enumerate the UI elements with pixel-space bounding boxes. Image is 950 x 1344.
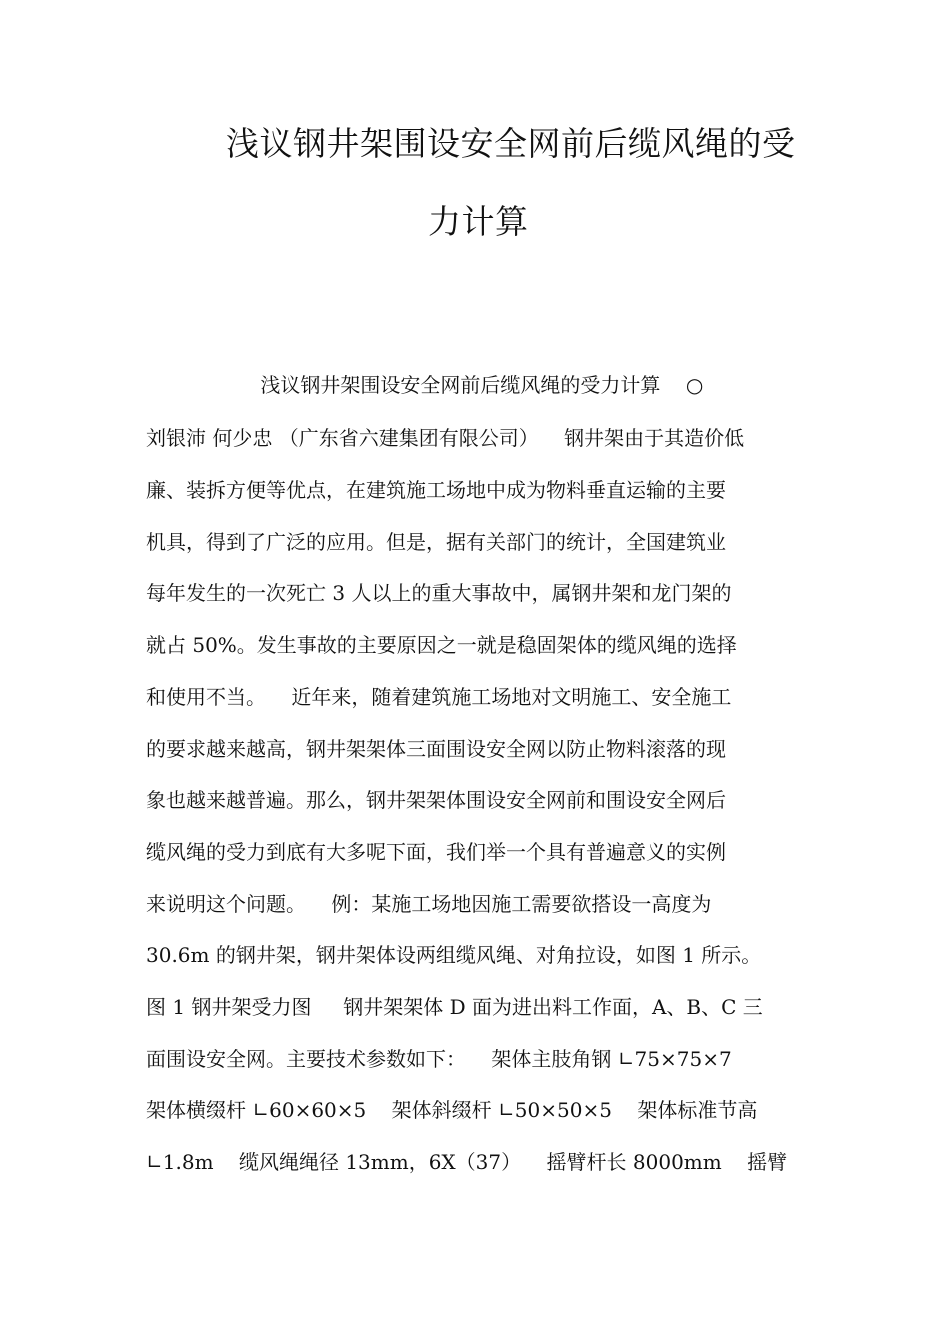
body-text-line-3: 廉、装拆方便等优点，在建筑施工场地中成为物料垂直运输的主要 <box>146 478 726 502</box>
body-text-line-4: 机具，得到了广泛的应用。但是，据有关部门的统计，全国建筑业 <box>146 530 726 554</box>
document-title-line-1: 浅议钢井架围设安全网前后缆风绳的受 <box>226 124 796 163</box>
body-text-line-13: 图 1 钢井架受力图 钢井架架体 D 面为进出料工作面，A、B、C 三 <box>146 995 763 1019</box>
body-text-line-12: 30.6m 的钢井架，钢井架体设两组缆风绳、对角拉设，如图 1 所示。 <box>146 943 762 967</box>
document-title-line-2: 力计算 <box>428 202 529 241</box>
body-text-line-16: ∟1.8m 缆风绳绳径 13mm，6X（37） 摇臂杆长 8000mm 摇臂 <box>146 1150 788 1174</box>
body-text-line-14: 面围设安全网。主要技术参数如下： 架体主肢角钢 ∟75×75×7 <box>146 1047 732 1071</box>
body-text-line-1: 浅议钢井架围设安全网前后缆风绳的受力计算 ○ <box>146 373 704 397</box>
body-text-line-6: 就占 50%。发生事故的主要原因之一就是稳固架体的缆风绳的选择 <box>146 633 737 657</box>
body-text-line-15: 架体横缀杆 ∟60×60×5 架体斜缀杆 ∟50×50×5 架体标准节高 <box>146 1098 758 1122</box>
body-text-line-5: 每年发生的一次死亡 3 人以上的重大事故中，属钢井架和龙门架的 <box>146 581 732 605</box>
body-text-line-8: 的要求越来越高，钢井架架体三面围设安全网以防止物料滚落的现 <box>146 737 726 761</box>
body-text-line-10: 缆风绳的受力到底有大多呢下面，我们举一个具有普遍意义的实例 <box>146 840 726 864</box>
body-text-line-11: 来说明这个问题。 例：某施工场地因施工需要欲搭设一高度为 <box>146 892 712 916</box>
body-text-line-2: 刘银沛 何少忠 （广东省六建集团有限公司） 钢井架由于其造价低 <box>146 426 745 450</box>
body-text-line-7: 和使用不当。 近年来，随着建筑施工场地对文明施工、安全施工 <box>146 685 732 709</box>
body-text-line-9: 象也越来越普遍。那么，钢井架架体围设安全网前和围设安全网后 <box>146 788 726 812</box>
